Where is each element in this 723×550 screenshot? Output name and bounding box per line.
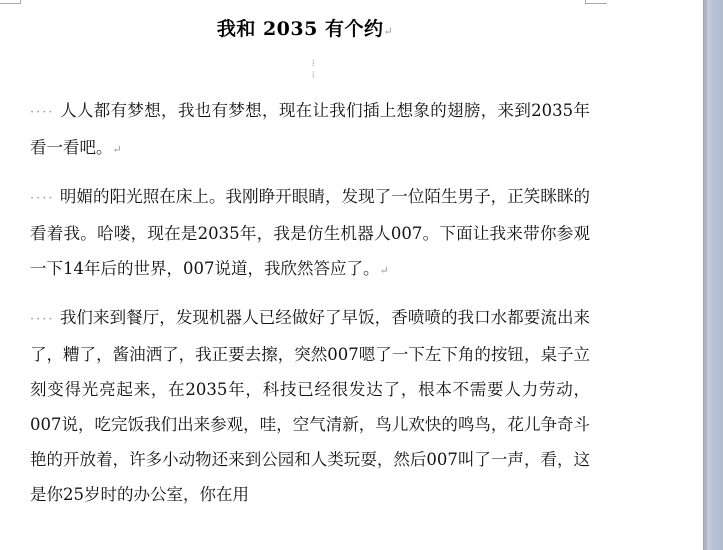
empty-paragraph-mark-icon: ⁞ xyxy=(312,71,315,81)
window-edge-strip xyxy=(703,0,723,550)
paragraph-text: 人人都有梦想，我也有梦想，现在让我们插上想象的翅膀，来到2035年看一看吧。 xyxy=(30,101,590,157)
body-paragraph xyxy=(30,179,590,288)
document-title-line xyxy=(0,14,610,41)
empty-paragraph-marks xyxy=(312,58,320,84)
left-margin-corner-mark xyxy=(0,3,20,4)
paragraph-return-mark-icon: ↵ xyxy=(112,143,122,156)
indent-space-marks: ···· xyxy=(30,312,55,327)
empty-paragraph-mark-icon: ⁞ xyxy=(312,59,315,69)
right-margin-corner-mark-vertical xyxy=(585,0,586,4)
document-title: 我和 2035 有个约 xyxy=(216,18,384,40)
right-margin-corner-mark xyxy=(585,3,607,4)
body-paragraph xyxy=(30,300,590,512)
paragraph-return-mark-icon: ↵ xyxy=(383,25,394,38)
indent-space-marks: ···· xyxy=(30,191,55,206)
paragraph-return-mark-icon: ↵ xyxy=(379,264,389,277)
paragraph-text: 我们来到餐厅，发现机器人已经做好了早饭，香喷喷的我口水都要流出来了，糟了，酱油洒了，我正要去擦，突然007嗯了一下左下角的按钮，桌子立刻变得光亮起来，在2035年，科技已经很发达了，根本不需要人力劳动，007说，吃完饭我们出来参观，哇，空气清新，鸟儿欢快的鸣鸟，花儿争奇斗艳的开放着，许多小动物还来到公园和人类玩耍，然后007叫了一声，看，这是你25岁时的办公室，你在用 xyxy=(30,308,591,504)
document-body[interactable] xyxy=(30,93,590,524)
left-margin-corner-mark-vertical xyxy=(20,0,21,4)
paragraph-text: 明媚的阳光照在床上。我刚睁开眼睛，发现了一位陌生男子，正笑眯眯的看着我。哈喽，现在是2035年，我是仿生机器人007。下面让我来带你参观一下14年后的世界，007说道，我欣然答应了。 xyxy=(30,187,591,278)
body-paragraph xyxy=(30,93,590,167)
indent-space-marks: ···· xyxy=(30,105,55,120)
